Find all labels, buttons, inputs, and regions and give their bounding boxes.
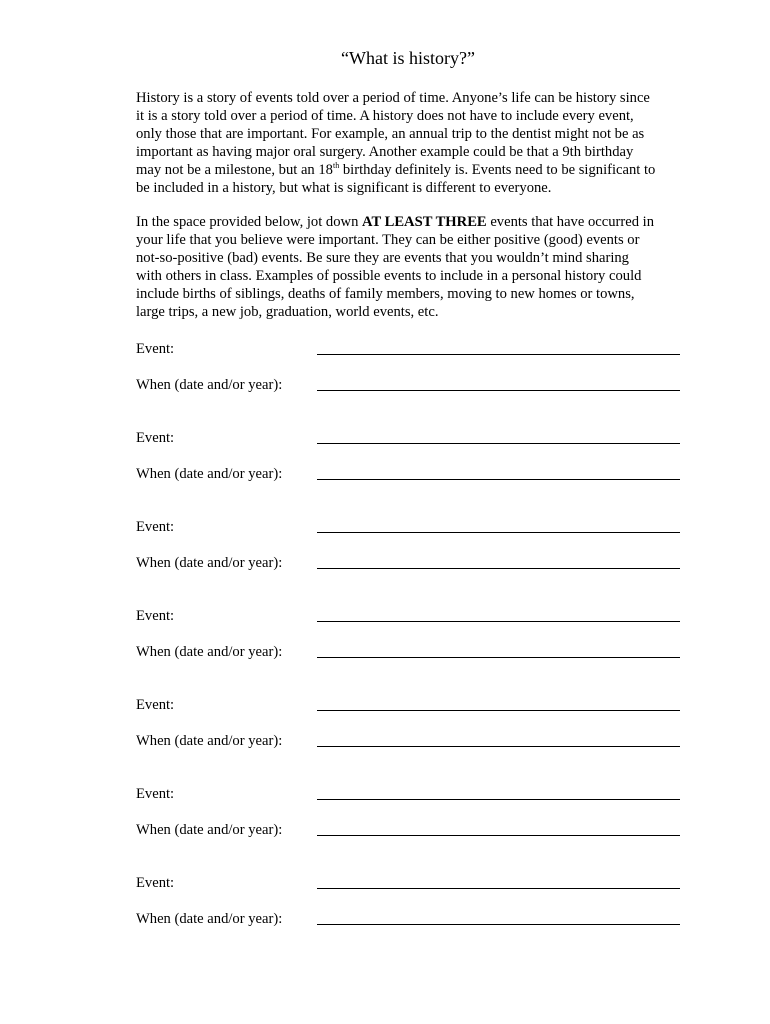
event-label: Event: — [136, 697, 175, 713]
event-label: Event: — [136, 519, 175, 535]
event-label: Event: — [136, 341, 175, 357]
event-row — [136, 696, 680, 716]
intro-line: it is a story told over a period of time. A history does not have to include every event, — [136, 108, 634, 124]
when-label: When (date and/or year): — [136, 822, 283, 838]
when-field[interactable] — [317, 568, 680, 569]
instructions-line: large trips, a new job, graduation, world events, etc. — [136, 304, 439, 320]
intro-line: only those that are important. For example, an annual trip to the dentist might not be as — [136, 126, 645, 142]
page-title: “What is history?” — [341, 48, 475, 68]
event-field[interactable] — [317, 710, 680, 711]
intro-text: may not be a milestone, but an 18 — [136, 162, 333, 178]
instructions-line: with others in class. Examples of possible events to include in a personal history could — [136, 268, 642, 284]
instructions-line: your life that you believe were important. They can be either positive (good) events or — [136, 232, 640, 248]
instructions-paragraph — [136, 213, 681, 321]
when-label: When (date and/or year): — [136, 644, 283, 660]
when-field[interactable] — [317, 479, 680, 480]
event-row — [136, 340, 680, 360]
when-field[interactable] — [317, 657, 680, 658]
event-row — [136, 607, 680, 627]
when-field[interactable] — [317, 924, 680, 925]
intro-line: important as having major oral surgery. Another example could be that a 9th birthday — [136, 144, 634, 160]
instructions-line: include births of siblings, deaths of family members, moving to new homes or towns, — [136, 286, 635, 302]
when-label: When (date and/or year): — [136, 911, 283, 927]
intro-paragraph — [136, 89, 681, 197]
when-row — [136, 821, 680, 841]
when-field[interactable] — [317, 390, 680, 391]
event-field[interactable] — [317, 354, 680, 355]
when-row — [136, 643, 680, 663]
event-label: Event: — [136, 875, 175, 891]
when-label: When (date and/or year): — [136, 466, 283, 482]
when-label: When (date and/or year): — [136, 733, 283, 749]
instructions-line: not-so-positive (bad) events. Be sure they are events that you wouldn’t mind sharing — [136, 250, 629, 266]
event-label: Event: — [136, 608, 175, 624]
event-row — [136, 874, 680, 894]
event-row — [136, 785, 680, 805]
instructions-emphasis: AT LEAST THREE — [362, 214, 487, 230]
event-label: Event: — [136, 430, 175, 446]
instructions-text: events that have occurred in — [486, 214, 655, 230]
superscript-th: th — [332, 161, 340, 170]
when-label: When (date and/or year): — [136, 555, 283, 571]
when-label: When (date and/or year): — [136, 377, 283, 393]
when-field[interactable] — [317, 746, 680, 747]
when-row — [136, 910, 680, 930]
event-row — [136, 518, 680, 538]
intro-line — [136, 161, 681, 179]
event-label: Event: — [136, 786, 175, 802]
instructions-line — [136, 213, 681, 231]
when-row — [136, 554, 680, 574]
when-row — [136, 465, 680, 485]
event-field[interactable] — [317, 799, 680, 800]
event-row — [136, 429, 680, 449]
intro-line: History is a story of events told over a period of time. Anyone’s life can be history since — [136, 90, 650, 106]
when-field[interactable] — [317, 835, 680, 836]
event-field[interactable] — [317, 443, 680, 444]
when-row — [136, 732, 680, 752]
intro-text: birthday definitely is. Events need to be significant to — [339, 162, 656, 178]
event-field[interactable] — [317, 532, 680, 533]
event-field[interactable] — [317, 621, 680, 622]
intro-line: be included in a history, but what is significant is different to everyone. — [136, 180, 552, 196]
when-row — [136, 376, 680, 396]
event-field[interactable] — [317, 888, 680, 889]
instructions-text: In the space provided below, jot down — [136, 214, 363, 230]
